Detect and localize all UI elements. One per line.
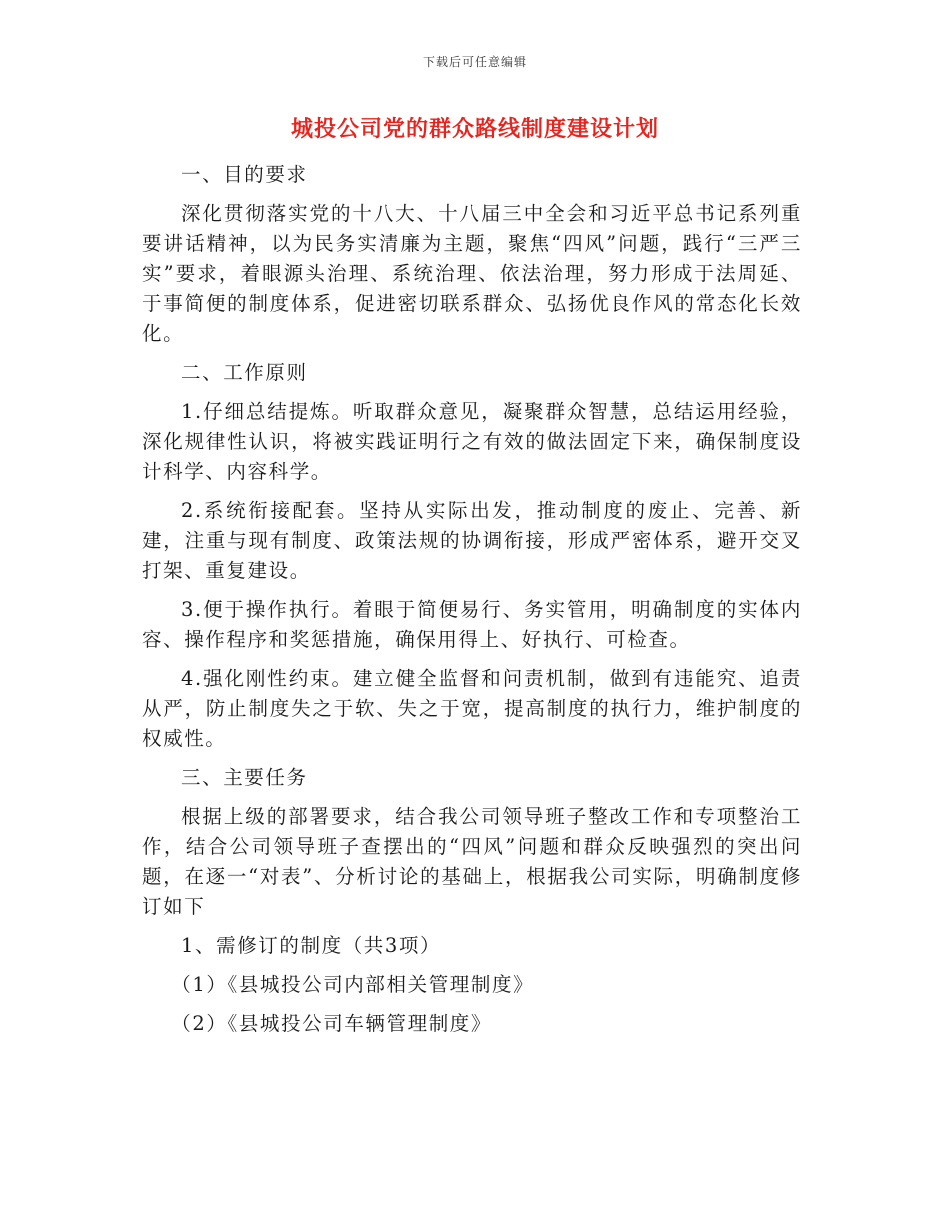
principle-2: 2.系统衔接配套。坚持从实际出发，推动制度的废止、完善、新建，注重与现有制度、政策法规的协调衔接，形成严密体系，避开交叉打架、重复建设。 <box>142 499 802 582</box>
section-heading-purpose: 一、目的要求 <box>181 163 308 186</box>
list-item-revision-2: （2）《县城投公司车辆管理制度》 <box>171 1012 493 1035</box>
document-body <box>142 160 802 1048</box>
principle-3: 3.便于操作执行。着眼于简便易行、务实管用，明确制度的实体内容、操作程序和奖惩措施，确保用得上、好执行、可检查。 <box>142 598 802 651</box>
page-header-note: 下载后可任意编辑 <box>422 55 527 69</box>
paragraph-purpose: 深化贯彻落实党的十八大、十八届三中全会和习近平总书记系列重要讲话精神，以为民务实清廉为主题，聚焦“四风”问题，践行“三严三实”要求，着眼源头治理、系统治理、依法治理，努力形成于法周延、于事简便的制度体系，促进密切联系群众、弘扬优良作风的常态化长效化。 <box>142 202 802 345</box>
list-item-revision-1: （1）《县城投公司内部相关管理制度》 <box>171 973 535 996</box>
document-title: 城投公司党的群众路线制度建设计划 <box>290 116 659 142</box>
principle-4: 4.强化刚性约束。建立健全监督和问责机制，做到有违能究、追责从严，防止制度失之于软、失之于宽，提高制度的执行力，维护制度的权威性。 <box>142 667 802 750</box>
paragraph-tasks: 根据上级的部署要求，结合我公司领导班子整改工作和专项整治工作，结合公司领导班子查摆出的“四风”问题和群众反映强烈的突出问题，在逐一“对表”、分析讨论的基础上，根据我公司实际，明确制度修订如下 <box>142 805 802 918</box>
section-heading-tasks: 三、主要任务 <box>181 766 308 789</box>
principle-1: 1.仔细总结提炼。听取群众意见，凝聚群众智慧，总结运用经验，深化规律性认识，将被实践证明行之有效的做法固定下来，确保制度设计科学、内容科学。 <box>142 400 802 483</box>
section-heading-principles: 二、工作原则 <box>181 361 308 384</box>
list-heading-revisions: 1、需修订的制度（共3项） <box>181 934 442 957</box>
